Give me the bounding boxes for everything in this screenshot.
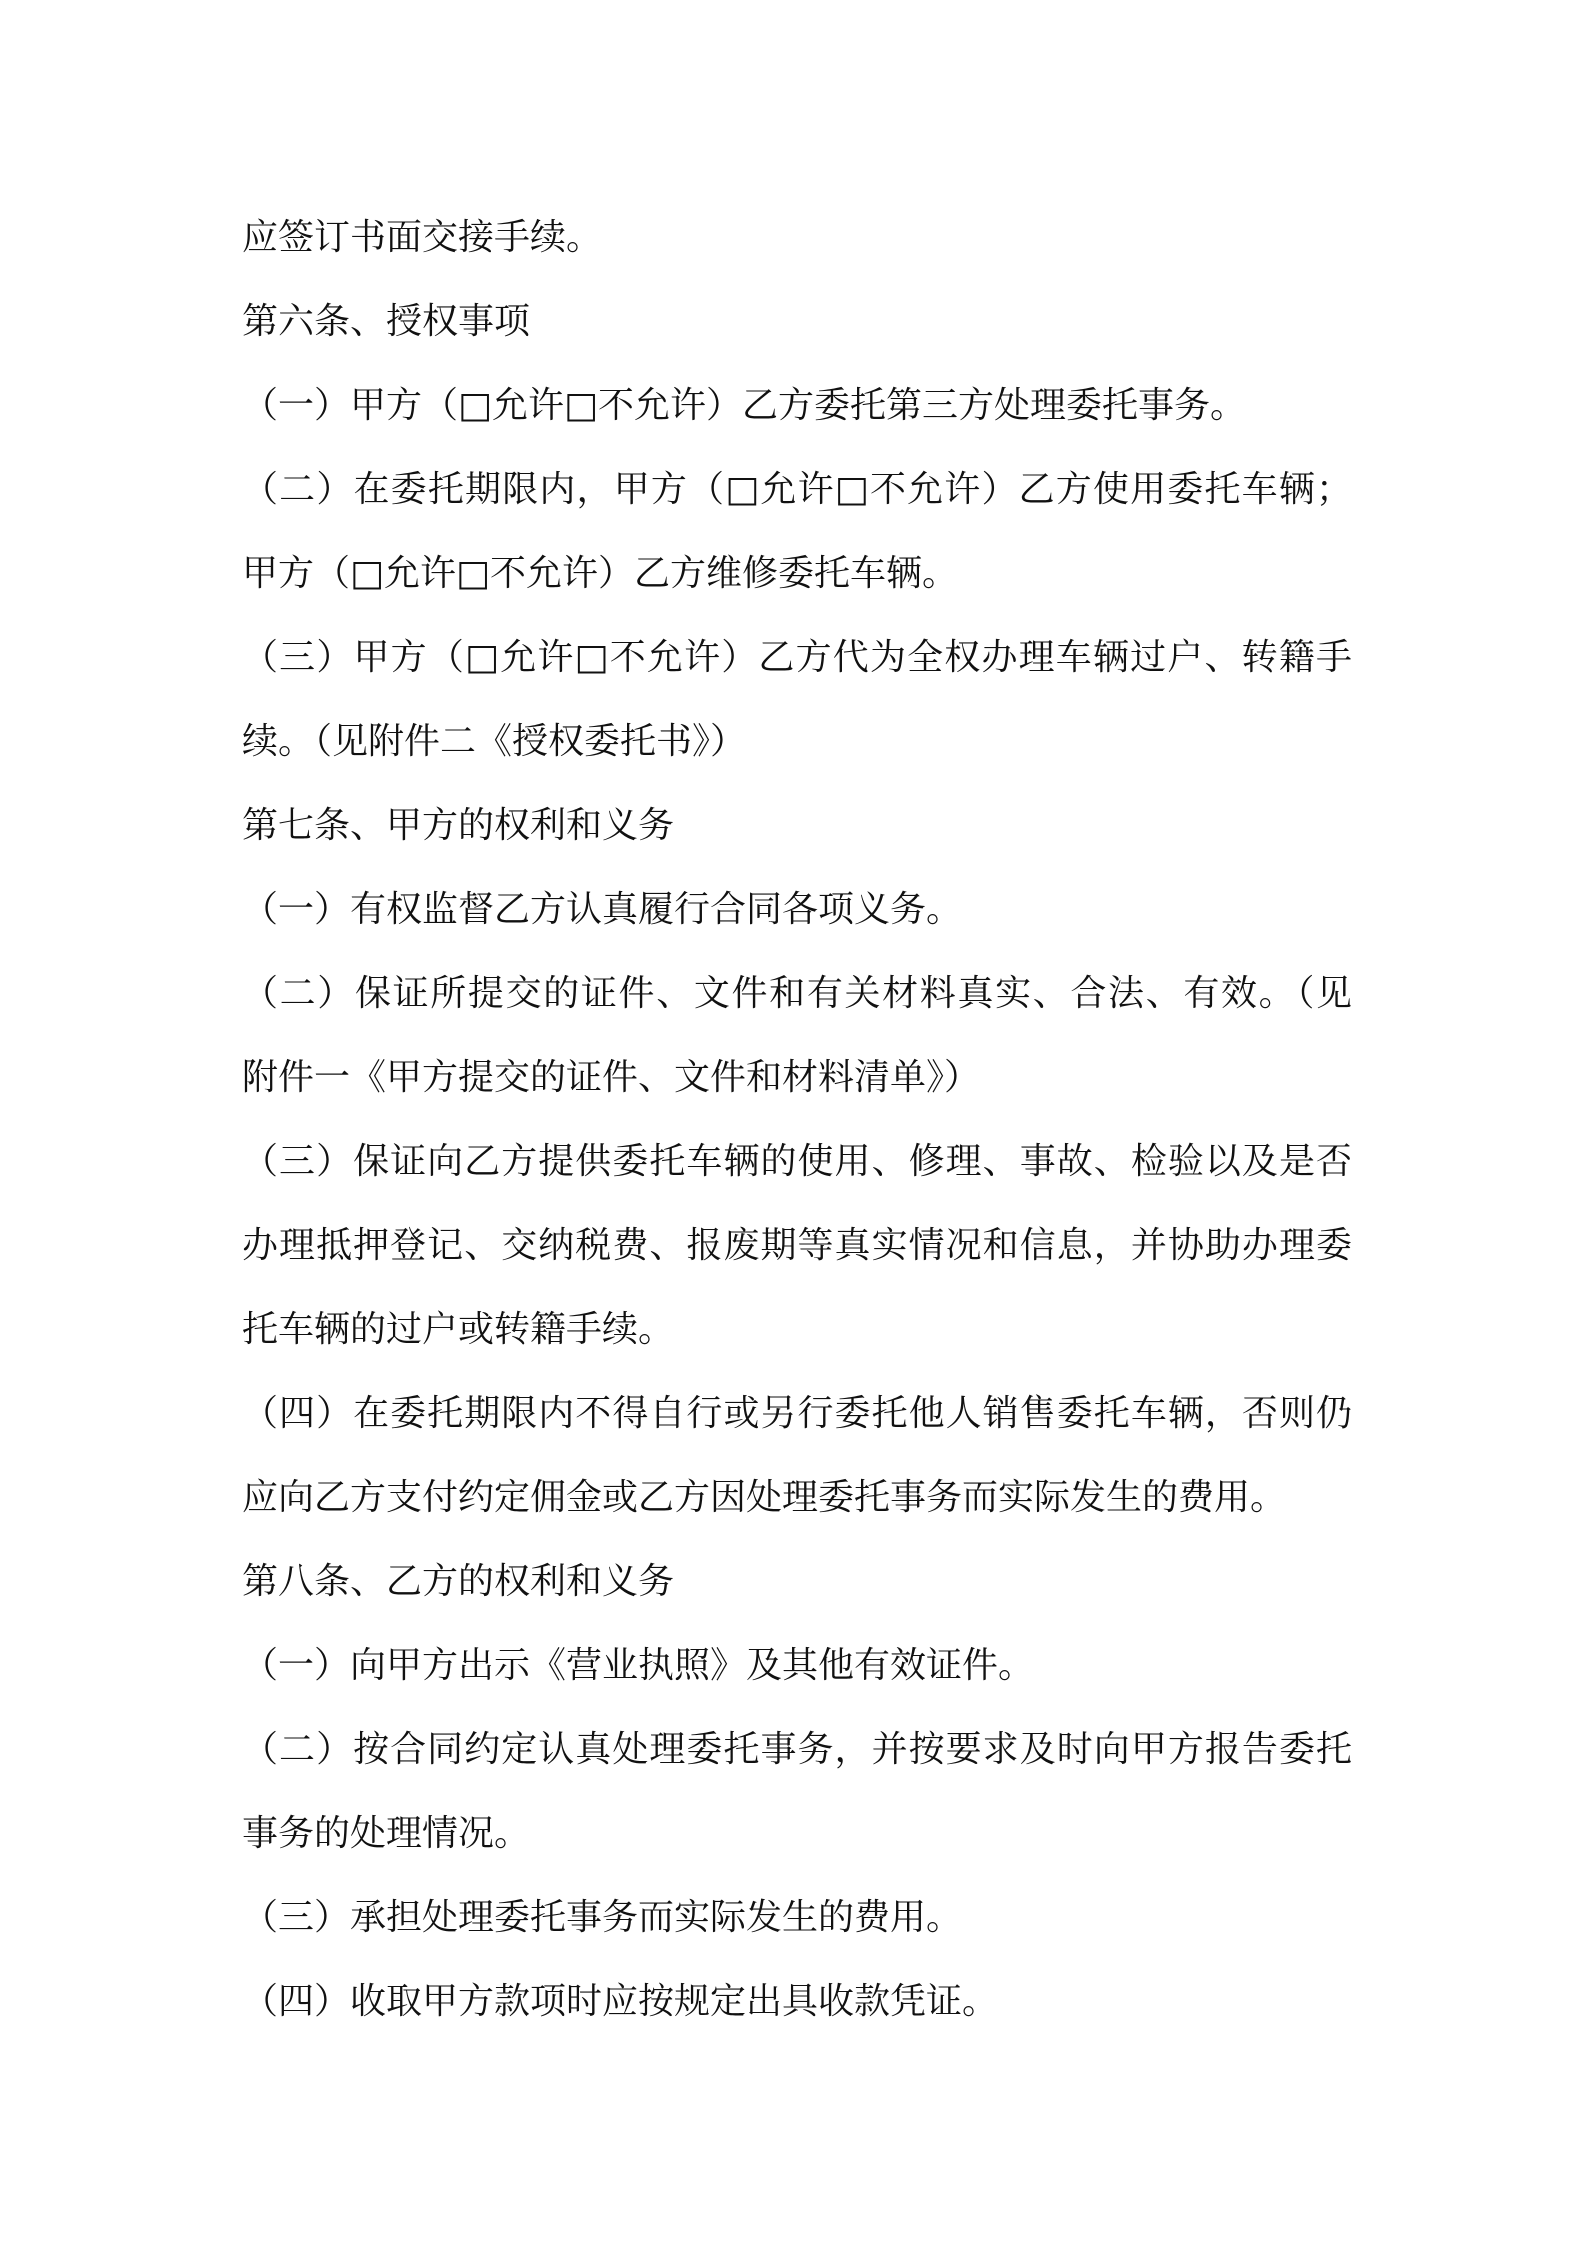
paragraph-line: （三）保证向乙方提供委托车辆的使用、修理、事故、检验以及是否 (242, 1141, 1352, 1182)
document-body (242, 196, 1352, 2044)
paragraph-line: 托车辆的过户或转籍手续。 (242, 1309, 675, 1350)
paragraph-line: （三）甲方（□允许□不允许）乙方代为全权办理车辆过户、转籍手 (242, 637, 1352, 678)
paragraph-line: 事务的处理情况。 (242, 1813, 531, 1854)
paragraph-line: （一）向甲方出示《营业执照》及其他有效证件。 (242, 1645, 1035, 1686)
paragraph-line: 甲方（□允许□不允许）乙方维修委托车辆。 (242, 553, 959, 594)
paragraph-line: 办理抵押登记、交纳税费、报废期等真实情况和信息，并协助办理委 (242, 1225, 1352, 1266)
paragraph-line: （二）在委托期限内，甲方（□允许□不允许）乙方使用委托车辆； (242, 469, 1352, 510)
paragraph-line: （四）收取甲方款项时应按规定出具收款凭证。 (242, 1981, 999, 2022)
paragraph-line: （一）甲方（□允许□不允许）乙方委托第三方处理委托事务。 (242, 385, 1247, 426)
paragraph-line: （二）保证所提交的证件、文件和有关材料真实、合法、有效。（见 (242, 973, 1352, 1014)
paragraph-line: （二）按合同约定认真处理委托事务，并按要求及时向甲方报告委托 (242, 1729, 1352, 1770)
paragraph-line: 续。（见附件二《授权委托书》） (242, 721, 747, 762)
paragraph-line: 应签订书面交接手续。 (242, 217, 603, 258)
paragraph-line: （三）承担处理委托事务而实际发生的费用。 (242, 1897, 963, 1938)
article-8-heading: 第八条、乙方的权利和义务 (242, 1561, 675, 1602)
paragraph-line: 附件一《甲方提交的证件、文件和材料清单》） (242, 1057, 981, 1098)
paragraph-line: （四）在委托期限内不得自行或另行委托他人销售委托车辆，否则仍 (242, 1393, 1352, 1434)
article-6-heading: 第六条、授权事项 (242, 301, 531, 342)
paragraph-line: （一）有权监督乙方认真履行合同各项义务。 (242, 889, 963, 930)
paragraph-line: 应向乙方支付约定佣金或乙方因处理委托事务而实际发生的费用。 (242, 1477, 1287, 1518)
article-7-heading: 第七条、甲方的权利和义务 (242, 805, 675, 846)
